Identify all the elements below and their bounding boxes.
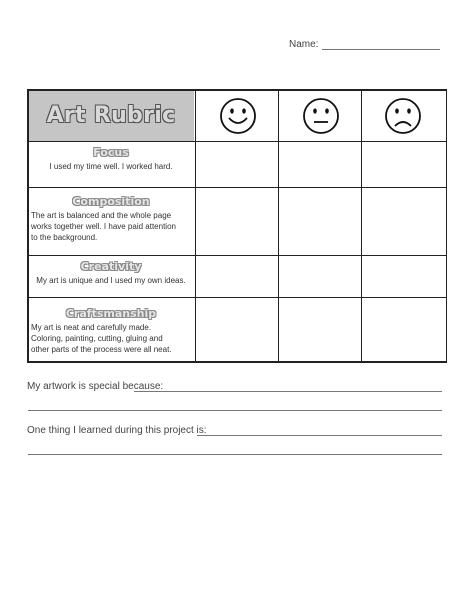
criterion-heading: Craftsmanship [65, 307, 157, 320]
criterion-focus [31, 146, 191, 172]
name-label: Name: [289, 39, 319, 50]
criterion-text: My art is unique and I used my own ideas. [36, 276, 186, 285]
name-field[interactable] [286, 38, 446, 52]
special-question-label: My artwork is special because: [27, 381, 164, 392]
criterion-heading: Composition [72, 195, 150, 208]
rating-cell[interactable] [362, 298, 446, 361]
rating-cell[interactable] [279, 142, 361, 186]
answer-line[interactable] [197, 435, 442, 436]
answer-line[interactable] [134, 391, 442, 392]
rubric-title: Art Rubric [46, 103, 176, 128]
table-border [27, 361, 447, 363]
criterion-text: I used my time well. I worked hard. [49, 162, 173, 171]
rating-cell[interactable] [196, 256, 278, 296]
criterion-heading: Focus [93, 146, 129, 159]
table-border [27, 141, 447, 142]
table-border [27, 297, 447, 298]
criterion-composition [31, 195, 191, 243]
rating-cell[interactable] [362, 142, 446, 186]
table-border [361, 89, 362, 363]
criterion-heading: Creativity [80, 260, 142, 273]
frowning-face-icon [384, 97, 422, 135]
neutral-face-icon [302, 97, 340, 135]
answer-line[interactable] [28, 410, 442, 411]
rating-cell[interactable] [362, 188, 446, 254]
rating-cell[interactable] [279, 256, 361, 296]
special-question [27, 381, 442, 395]
rating-cell[interactable] [196, 142, 278, 186]
smiling-face-icon [219, 97, 257, 135]
criterion-creativity [31, 260, 191, 286]
learned-question-label: One thing I learned during this project is: [27, 425, 207, 436]
criterion-text: My art is neat and carefully made. Coloring, painting, cutting, gluing and other parts of the process were all neat. [31, 323, 172, 354]
rubric-table [27, 89, 447, 363]
rating-cell[interactable] [362, 256, 446, 296]
table-border [195, 89, 196, 363]
table-border [27, 89, 29, 363]
criterion-craftsmanship [31, 307, 191, 355]
rating-cell[interactable] [196, 188, 278, 254]
criterion-text: The art is balanced and the whole page works together well. I have paid attention to the background. [31, 211, 176, 242]
learned-question [27, 425, 442, 439]
table-border [27, 187, 447, 188]
rating-cell[interactable] [279, 188, 361, 254]
table-border [278, 89, 279, 363]
name-line[interactable] [322, 49, 440, 50]
answer-line[interactable] [28, 454, 442, 455]
rubric-title-cell [28, 90, 194, 141]
table-border [446, 89, 448, 363]
table-border [27, 255, 447, 256]
rating-cell[interactable] [279, 298, 361, 361]
table-border [27, 89, 447, 91]
rating-cell[interactable] [196, 298, 278, 361]
